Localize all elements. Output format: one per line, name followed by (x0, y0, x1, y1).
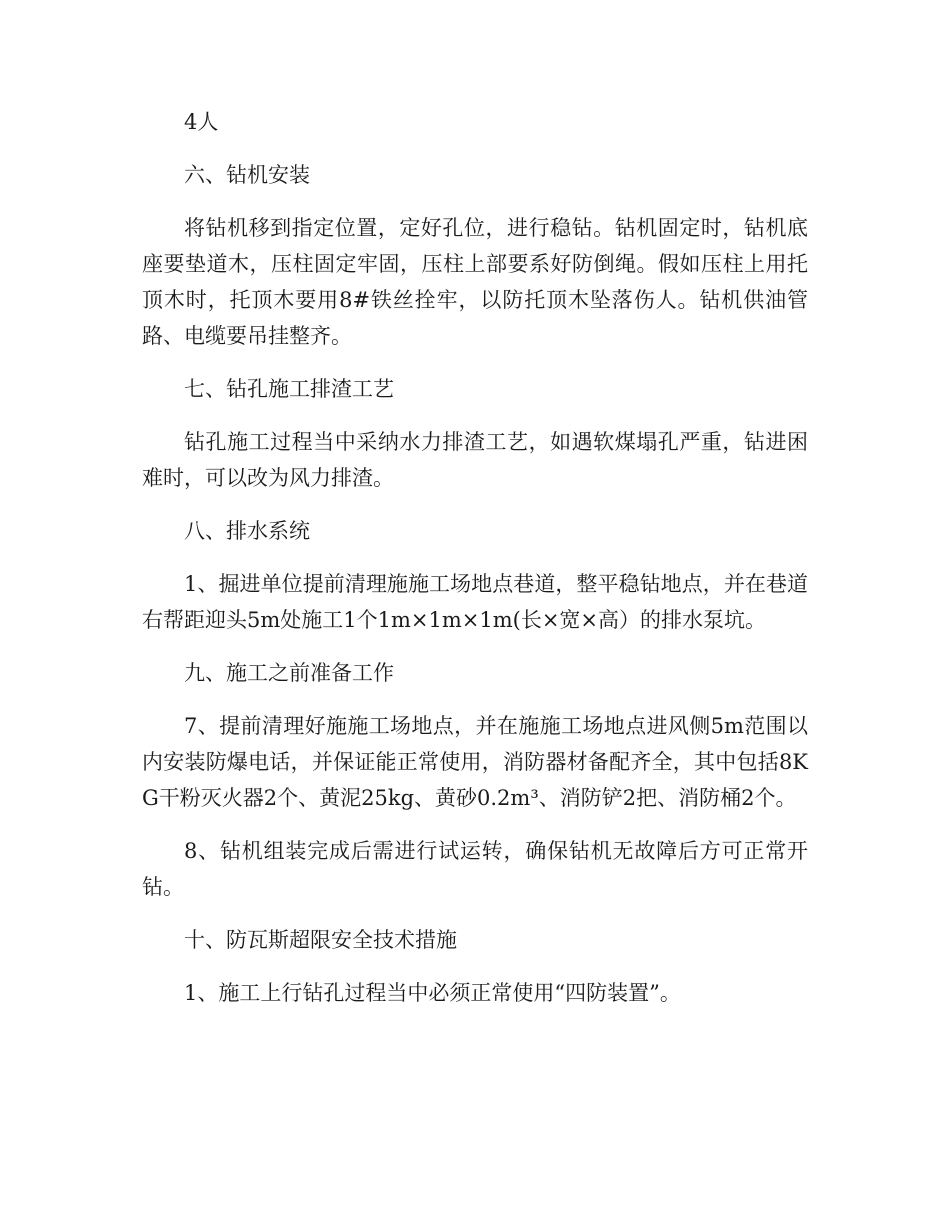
paragraph-slag-removal: 钻孔施工过程当中采纳水力排渣工艺，如遇软煤塌孔严重，钻进困难时，可以改为风力排渣。 (142, 430, 808, 490)
document-body (142, 104, 808, 1028)
paragraph-drainage-pit: 1、掘进单位提前清理施施工场地点巷道，整平稳钻地点，并在巷道右帮距迎头5m处施工1个1m×1m×1m(长×宽×高）的排水泵坑。 (142, 572, 808, 632)
section-heading-10: 十、防瓦斯超限安全技术措施 (184, 928, 457, 952)
paragraph-crew-count: 4人 (184, 110, 219, 134)
paragraph-trial-run: 8、钻机组装完成后需进行试运转，确保钻机无故障后方可正常开钻。 (142, 839, 808, 899)
section-heading-6: 六、钻机安装 (184, 163, 310, 187)
section-heading-8: 八、排水系统 (184, 519, 310, 543)
paragraph-site-preparation: 7、提前清理好施施工场地点，并在施施工场地点进风侧5m范围以内安装防爆电话，并保证能正常使用，消防器材备配齐全，其中包括8KG干粉灭火器2个、黄泥25kg、黄砂0.2m³、消防铲2把、消防桶2个。 (142, 714, 808, 810)
section-heading-7: 七、钻孔施工排渣工艺 (184, 377, 394, 401)
paragraph-four-protection-devices: 1、施工上行钻孔过程当中必须正常使用“四防装置”。 (184, 981, 681, 1005)
section-heading-9: 九、施工之前准备工作 (184, 661, 394, 685)
paragraph-drill-installation: 将钻机移到指定位置，定好孔位，进行稳钻。钻机固定时，钻机底座要垫道木，压柱固定牢固，压柱上部要系好防倒绳。假如压柱上用托顶木时，托顶木要用8#铁丝拴牢，以防托顶木坠落伤人。钻机供油管路、电缆要吊挂整齐。 (142, 216, 808, 348)
